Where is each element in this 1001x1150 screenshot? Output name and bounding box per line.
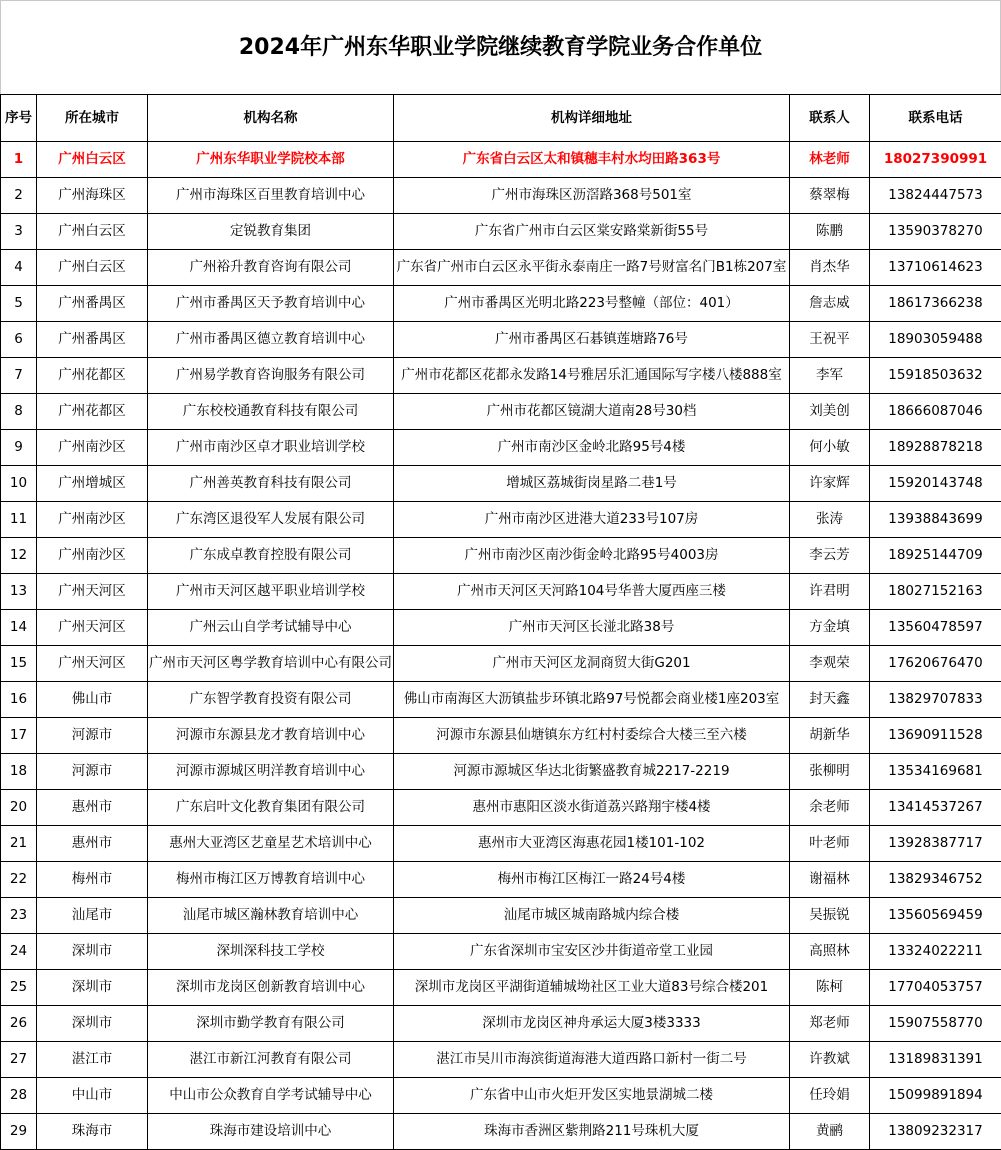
cell-city: 广州番禺区: [37, 322, 148, 358]
cell-phone: 18925144709: [870, 538, 1001, 574]
cell-org: 梅州市梅江区万博教育培训中心: [148, 862, 394, 898]
cell-phone: 18027390991: [870, 142, 1001, 178]
cell-phone: 15918503632: [870, 358, 1001, 394]
cell-no: 17: [1, 718, 37, 754]
cell-address: 广州市番禺区光明北路223号整幢（部位：401）: [394, 286, 790, 322]
cell-city: 广州天河区: [37, 574, 148, 610]
table-row: [1, 682, 1001, 718]
cell-city: 湛江市: [37, 1042, 148, 1078]
cell-city: 汕尾市: [37, 898, 148, 934]
cell-org: 广州善英教育科技有限公司: [148, 466, 394, 502]
cell-city: 佛山市: [37, 682, 148, 718]
cell-no: 20: [1, 790, 37, 826]
header-city: 所在城市: [37, 95, 148, 142]
table-row: [1, 1042, 1001, 1078]
table-row: [1, 538, 1001, 574]
cell-city: 广州天河区: [37, 646, 148, 682]
cell-address: 深圳市龙岗区神舟承运大厦3楼3333: [394, 1006, 790, 1042]
cell-address: 广州市天河区龙洞商贸大街G201: [394, 646, 790, 682]
cell-phone: 15920143748: [870, 466, 1001, 502]
cell-address: 深圳市龙岗区平湖街道辅城坳社区工业大道83号综合楼201: [394, 970, 790, 1006]
cell-phone: 13560478597: [870, 610, 1001, 646]
cell-phone: 17620676470: [870, 646, 1001, 682]
cell-phone: 13829707833: [870, 682, 1001, 718]
cell-contact: 余老师: [790, 790, 870, 826]
cell-city: 深圳市: [37, 934, 148, 970]
cell-no: 4: [1, 250, 37, 286]
cell-city: 广州海珠区: [37, 178, 148, 214]
header-phone: 联系电话: [870, 95, 1001, 142]
cell-address: 广州市南沙区金岭北路95号4楼: [394, 430, 790, 466]
cell-phone: 13560569459: [870, 898, 1001, 934]
table-row: [1, 970, 1001, 1006]
cell-address: 珠海市香洲区紫荆路211号珠机大厦: [394, 1114, 790, 1150]
cell-org: 广州易学教育咨询服务有限公司: [148, 358, 394, 394]
table-row: [1, 178, 1001, 214]
cell-phone: 13809232317: [870, 1114, 1001, 1150]
cell-city: 珠海市: [37, 1114, 148, 1150]
cell-contact: 詹志威: [790, 286, 870, 322]
cell-no: 22: [1, 862, 37, 898]
cell-phone: 13829346752: [870, 862, 1001, 898]
table-row: [1, 934, 1001, 970]
cell-org: 广东智学教育投资有限公司: [148, 682, 394, 718]
cell-address: [394, 682, 790, 718]
cell-city: 广州增城区: [37, 466, 148, 502]
cell-contact: 肖杰华: [790, 250, 870, 286]
cell-address: 广州市天河区长湴北路38号: [394, 610, 790, 646]
table-row: [1, 574, 1001, 610]
table-row: [1, 358, 1001, 394]
cell-no: 18: [1, 754, 37, 790]
header-address: 机构详细地址: [394, 95, 790, 142]
cell-address: 河源市东源县仙塘镇东方红村村委综合大楼三至六楼: [394, 718, 790, 754]
table-row: [1, 790, 1001, 826]
cell-city: 广州番禺区: [37, 286, 148, 322]
cell-org: 汕尾市城区瀚林教育培训中心: [148, 898, 394, 934]
table-row: [1, 322, 1001, 358]
cell-org: 定锐教育集团: [148, 214, 394, 250]
cell-city: 河源市: [37, 754, 148, 790]
cell-address-text: 广东省广州市白云区永平街永泰南庄一路7号财富名门B1栋207室: [396, 259, 787, 275]
table-row: [1, 502, 1001, 538]
cell-org: 广东校校通教育科技有限公司: [148, 394, 394, 430]
table-row: [1, 142, 1001, 178]
cell-no: 26: [1, 1006, 37, 1042]
cell-no: 1: [1, 142, 37, 178]
cell-no: 8: [1, 394, 37, 430]
cell-contact: 何小敏: [790, 430, 870, 466]
cell-address: 广州市花都区镜湖大道南28号30档: [394, 394, 790, 430]
cell-phone: 18666087046: [870, 394, 1001, 430]
cell-address: [394, 250, 790, 286]
cell-no: 12: [1, 538, 37, 574]
cell-address: 惠州市惠阳区淡水街道荔兴路翔宇楼4楼: [394, 790, 790, 826]
cell-org: 珠海市建设培训中心: [148, 1114, 394, 1150]
cell-city: 中山市: [37, 1078, 148, 1114]
cell-contact: 陈柯: [790, 970, 870, 1006]
table-row: [1, 826, 1001, 862]
cell-phone: 13690911528: [870, 718, 1001, 754]
table-row: [1, 610, 1001, 646]
cell-address: 广州市番禺区石碁镇莲塘路76号: [394, 322, 790, 358]
cell-contact: 胡新华: [790, 718, 870, 754]
cell-contact: 王祝平: [790, 322, 870, 358]
cell-org: 湛江市新江河教育有限公司: [148, 1042, 394, 1078]
cell-contact: 郑老师: [790, 1006, 870, 1042]
cell-address: 增城区荔城街岗星路二巷1号: [394, 466, 790, 502]
cell-no: 7: [1, 358, 37, 394]
cell-contact: 吴振锐: [790, 898, 870, 934]
cell-phone: 17704053757: [870, 970, 1001, 1006]
cell-contact: 李云芳: [790, 538, 870, 574]
cell-org: 深圳市龙岗区创新教育培训中心: [148, 970, 394, 1006]
cell-address: 梅州市梅江区梅江一路24号4楼: [394, 862, 790, 898]
cell-org: 河源市源城区明洋教育培训中心: [148, 754, 394, 790]
cell-address: 广州市天河区天河路104号华普大厦西座三楼: [394, 574, 790, 610]
cell-no: 16: [1, 682, 37, 718]
cell-address: 广州市南沙区南沙街金岭北路95号4003房: [394, 538, 790, 574]
table-row: [1, 1006, 1001, 1042]
cell-contact: 叶老师: [790, 826, 870, 862]
cell-city: 深圳市: [37, 1006, 148, 1042]
cell-contact: 谢福林: [790, 862, 870, 898]
cell-no: 14: [1, 610, 37, 646]
cell-contact: 任玲娟: [790, 1078, 870, 1114]
cell-contact: 陈鹏: [790, 214, 870, 250]
table-row: [1, 250, 1001, 286]
cell-contact: 李军: [790, 358, 870, 394]
cell-contact: 蔡翠梅: [790, 178, 870, 214]
cell-city: 广州花都区: [37, 358, 148, 394]
table-body: [1, 142, 1001, 1150]
cell-org: 广州市番禺区德立教育培训中心: [148, 322, 394, 358]
cell-city: 深圳市: [37, 970, 148, 1006]
cell-address: 河源市源城区华达北街繁盛教育城2217-2219: [394, 754, 790, 790]
cell-city: 广州南沙区: [37, 502, 148, 538]
cell-address: 惠州市大亚湾区海惠花园1楼101-102: [394, 826, 790, 862]
cell-city: 广州白云区: [37, 214, 148, 250]
cell-phone: 18027152163: [870, 574, 1001, 610]
page-title: 2024年广州东华职业学院继续教育学院业务合作单位: [238, 35, 763, 60]
cell-org: 广州东华职业学院校本部: [148, 142, 394, 178]
table-row: [1, 214, 1001, 250]
cell-no: 15: [1, 646, 37, 682]
cell-phone: 13324022211: [870, 934, 1001, 970]
cell-no: 5: [1, 286, 37, 322]
cell-phone: 13189831391: [870, 1042, 1001, 1078]
cell-address: [394, 358, 790, 394]
table-row: [1, 286, 1001, 322]
cell-org: 广州市南沙区卓才职业培训学校: [148, 430, 394, 466]
cell-city: 惠州市: [37, 826, 148, 862]
cell-no: 13: [1, 574, 37, 610]
header-no: 序号: [1, 95, 37, 142]
cell-no: 27: [1, 1042, 37, 1078]
cell-city: 广州南沙区: [37, 538, 148, 574]
cell-no: 25: [1, 970, 37, 1006]
cell-phone: 13824447573: [870, 178, 1001, 214]
cell-org: 广州云山自学考试辅导中心: [148, 610, 394, 646]
table-row: [1, 466, 1001, 502]
cell-contact: 许教斌: [790, 1042, 870, 1078]
cell-org: 中山市公众教育自学考试辅导中心: [148, 1078, 394, 1114]
cell-address: 广东省深圳市宝安区沙井街道帝堂工业园: [394, 934, 790, 970]
table-row: [1, 646, 1001, 682]
cell-phone: 13710614623: [870, 250, 1001, 286]
cell-org: 深圳深科技工学校: [148, 934, 394, 970]
table-row: [1, 862, 1001, 898]
cell-address-text: 佛山市南海区大沥镇盐步环镇北路97号悦都会商业楼1座203室: [403, 691, 780, 707]
cell-org-text: 广州市天河区粤学教育培训中心有限公司: [149, 655, 392, 671]
cell-org: 广东启叶文化教育集团有限公司: [148, 790, 394, 826]
table-row: [1, 754, 1001, 790]
cell-city: 广州花都区: [37, 394, 148, 430]
cell-contact: 刘美创: [790, 394, 870, 430]
cell-contact: 高照林: [790, 934, 870, 970]
cell-city: 广州白云区: [37, 142, 148, 178]
table-header-row: [1, 95, 1001, 142]
cell-no: 10: [1, 466, 37, 502]
cell-phone: 13938843699: [870, 502, 1001, 538]
cell-phone: 18617366238: [870, 286, 1001, 322]
cell-no: 28: [1, 1078, 37, 1114]
cell-org: 深圳市勤学教育有限公司: [148, 1006, 394, 1042]
cell-city: 河源市: [37, 718, 148, 754]
cell-address: 湛江市吴川市海滨街道海港大道西路口新村一街二号: [394, 1042, 790, 1078]
cell-address: 广东省中山市火炬开发区实地景湖城二楼: [394, 1078, 790, 1114]
cell-no: 21: [1, 826, 37, 862]
cell-org: 广州市海珠区百里教育培训中心: [148, 178, 394, 214]
cell-no: 11: [1, 502, 37, 538]
cell-city: 惠州市: [37, 790, 148, 826]
cell-phone: 13928387717: [870, 826, 1001, 862]
cell-contact: 黄鹂: [790, 1114, 870, 1150]
cell-contact: 方金填: [790, 610, 870, 646]
cell-contact: 李观荣: [790, 646, 870, 682]
cell-org: [148, 646, 394, 682]
cell-address: 广东省白云区太和镇穗丰村水均田路363号: [394, 142, 790, 178]
cell-no: 24: [1, 934, 37, 970]
cell-phone: 15099891894: [870, 1078, 1001, 1114]
cell-phone: 18928878218: [870, 430, 1001, 466]
cell-phone: 15907558770: [870, 1006, 1001, 1042]
cell-org: 惠州大亚湾区艺童星艺术培训中心: [148, 826, 394, 862]
cell-contact: 张涛: [790, 502, 870, 538]
header-org: 机构名称: [148, 95, 394, 142]
cell-contact: 许家辉: [790, 466, 870, 502]
cell-city: 广州天河区: [37, 610, 148, 646]
cell-contact: 许君明: [790, 574, 870, 610]
cell-phone: 13534169681: [870, 754, 1001, 790]
cell-org: 广州裕升教育咨询有限公司: [148, 250, 394, 286]
cell-address-text: 广州市花都区花都永发路14号雅居乐汇通国际写字楼八楼888室: [401, 367, 782, 383]
table-row: [1, 1078, 1001, 1114]
cell-address: 广州市海珠区沥滘路368号501室: [394, 178, 790, 214]
table-row: [1, 718, 1001, 754]
cell-city: 梅州市: [37, 862, 148, 898]
cell-address: 汕尾市城区城南路城内综合楼: [394, 898, 790, 934]
table-row: [1, 1114, 1001, 1150]
cell-no: 23: [1, 898, 37, 934]
cell-contact: 张柳明: [790, 754, 870, 790]
cell-no: 9: [1, 430, 37, 466]
cell-contact: 封天鑫: [790, 682, 870, 718]
table-row: [1, 898, 1001, 934]
cell-no: 6: [1, 322, 37, 358]
cell-org: 河源市东源县龙才教育培训中心: [148, 718, 394, 754]
table-row: [1, 430, 1001, 466]
cell-city: 广州南沙区: [37, 430, 148, 466]
cell-no: 29: [1, 1114, 37, 1150]
title-bar: [0, 0, 1001, 94]
cell-no: 2: [1, 178, 37, 214]
cell-org: 广东湾区退役军人发展有限公司: [148, 502, 394, 538]
header-contact: 联系人: [790, 95, 870, 142]
table-row: [1, 394, 1001, 430]
cell-phone: 13414537267: [870, 790, 1001, 826]
cell-address: 广东省广州市白云区棠安路棠新街55号: [394, 214, 790, 250]
cell-org: 广东成卓教育控股有限公司: [148, 538, 394, 574]
cell-phone: 18903059488: [870, 322, 1001, 358]
cell-no: 3: [1, 214, 37, 250]
cell-org: 广州市番禺区天予教育培训中心: [148, 286, 394, 322]
cell-org: 广州市天河区越平职业培训学校: [148, 574, 394, 610]
cell-city: 广州白云区: [37, 250, 148, 286]
cell-phone: 13590378270: [870, 214, 1001, 250]
cell-address: 广州市南沙区进港大道233号107房: [394, 502, 790, 538]
partner-table: [0, 94, 1001, 1150]
cell-contact: 林老师: [790, 142, 870, 178]
